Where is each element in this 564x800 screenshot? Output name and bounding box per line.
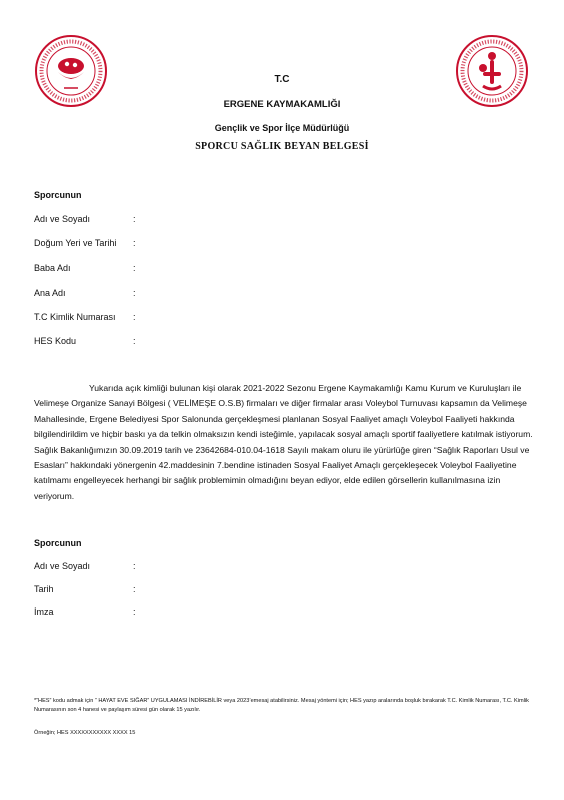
field-colon: : xyxy=(133,607,136,617)
field-label: T.C Kimlik Numarası xyxy=(34,312,116,322)
field-row-mother xyxy=(34,288,514,302)
document-title: SPORCU SAĞLIK BEYAN BELGESİ xyxy=(195,141,369,152)
field-colon: : xyxy=(133,336,136,346)
section1-title: Sporcunun xyxy=(34,190,82,200)
field-row-hes xyxy=(34,336,514,350)
field-label: HES Kodu xyxy=(34,336,77,346)
field-row-name xyxy=(34,214,514,228)
section2-title: Sporcunun xyxy=(34,538,82,548)
field-label: Tarih xyxy=(34,584,54,594)
field-colon: : xyxy=(133,214,136,224)
sign-row-name xyxy=(34,561,514,575)
field-colon: : xyxy=(133,312,136,322)
footer-note: *“HES” kodu admak için “ HAYAT EVE SIĞAR” UYGULAMASI İNDİREBİLİR veya 2023’emesaj atabilirsiniz. Mesaj yöntemi için; HES yazıp aralarında boşluk bırakarak T.C. Kimlik Numarası, T.C. Kimlik Numarasının son 4 hanesi ve paylaşım süresi gün olarak 15 yazılır. xyxy=(34,698,529,713)
field-label: Adı ve Soyadı xyxy=(34,561,91,571)
sign-row-signature xyxy=(34,607,514,621)
header-governorship: ERGENE KAYMAKAMLIĞI xyxy=(223,99,341,110)
header-directorate: Gençlik ve Spor İlçe Müdürlüğü xyxy=(214,123,350,133)
field-label: Adı ve Soyadı xyxy=(34,214,91,224)
field-row-father xyxy=(34,263,514,277)
field-label: Baba Adı xyxy=(34,263,71,273)
field-colon: : xyxy=(133,288,136,298)
field-row-birth xyxy=(34,238,514,252)
sign-row-date xyxy=(34,584,514,598)
field-colon: : xyxy=(133,238,136,248)
field-colon: : xyxy=(133,561,136,571)
field-label: Ana Adı xyxy=(34,288,66,298)
field-colon: : xyxy=(133,263,136,273)
footer-example: Örneğin; HES XXXXXXXXXXX XXXX 15 xyxy=(34,730,136,736)
ministry-seal-left xyxy=(34,34,108,108)
header-country: T.C xyxy=(274,74,290,85)
field-label: İmza xyxy=(34,607,54,617)
youth-sports-seal-right xyxy=(455,34,529,108)
declaration-paragraph: Yukarıda açık kimliği bulunan kişi olarak 2021-2022 Sezonu Ergene Kaymakamlığı Kamu Kurum ve Kuruluşları ile Velimeşe Organize Sanayi Bölgesi ( VELİMEŞE O.S.B) firmaları ve diğer firmalar arası Voleybol Turnuvası kapsamın da Velimeşe Mahallesinde, Ergene Belediyesi Spor Salonunda gerçekleşmesi planlanan Sosyal Faaliyet amaçlı Voleybol Faaliyeti hakkında bilgilendirildim ve hiçbir baskı ya da telkin olmaksızın kendi isteğimle, yapılacak sosyal amaçlı sportif faaliyetlere katılmak istiyorum. Sağlık Bakanlığımızın 30.09.2019 tarih ve 23642684-010.04-1618 Sayılı makam oluru ile yürürlüğe giren “Sağlık Raporları Usul ve Esasları” hakkındaki yönergenin 42.maddesinin 7.bendine istinaden Sosyal Faaliyet Amaçlı gerçekleşecek Voleybol Faaliyetine katılmamı engelleyecek herhangi bir sağlık problemimin olmadığını beyan ediyor, elde edilen görsellerin kullanılmasına izin veriyorum. xyxy=(34,383,533,501)
field-colon: : xyxy=(133,584,136,594)
field-row-tc xyxy=(34,312,514,326)
field-label: Doğum Yeri ve Tarihi xyxy=(34,238,117,248)
